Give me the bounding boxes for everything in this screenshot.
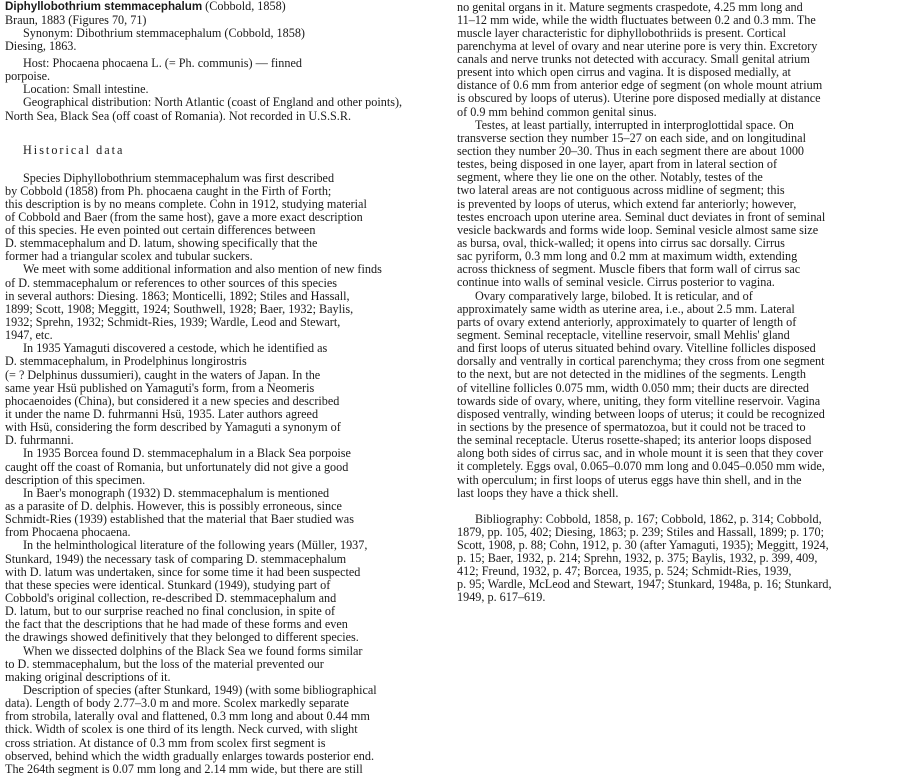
synonym-section	[5, 14, 450, 53]
text-line: by Cobbold (1858) from Ph. phocaena caught in the Firth of Forth;	[5, 183, 332, 198]
paragraph	[5, 645, 450, 684]
text-line: two lateral areas are not contiguous across midline of segment; this	[457, 183, 785, 198]
text-line: Host: Phocaena phocaena L. (= Ph. communis) — finned	[23, 56, 302, 70]
paragraph	[5, 342, 450, 447]
text-line: D. fuhrmanni.	[5, 433, 74, 448]
text-line: Bibliography: Cobbold, 1858, p. 167; Cobbold, 1862, p. 314; Cobbold,	[475, 511, 822, 526]
text-line: Stunkard, 1949) the necessary task of comparing D. stemmacephalum	[5, 551, 347, 566]
text-line: section they number 20–30. Thus in each segment there are about 1000	[457, 144, 805, 159]
text-line: the fact that the descriptions that he had made of these forms and even	[5, 617, 348, 632]
paragraph	[5, 447, 450, 486]
text-line: with operculum; in first loops of uterus eggs have thin shell, and in the	[457, 472, 802, 487]
text-line: Braun, 1883 (Figures 70, 71)	[5, 12, 147, 27]
text-line: towards side of ovary, where, uniting, they form vitelline reservoir. Vagina	[457, 393, 821, 408]
text-line: segment, where they lie one on the other. Notably, testes of the	[457, 170, 763, 185]
text-line: of vitelline follicles 0.075 mm, width 0.050 mm; their ducts are directed	[457, 380, 810, 395]
text-line: In 1935 Yamaguti discovered a cestode, which he identified as	[23, 341, 328, 356]
text-line: dorsally and ventrally in cortical parenchyma; they cross from one segment	[457, 354, 825, 369]
text-line: D. stemmacephalum, in Prodelphinus longirostris	[5, 354, 247, 369]
text-line: distance of 0.6 mm from anterior edge of segment (on whole mount atrium	[457, 78, 823, 93]
text-line: same year Hsü published on Yamaguti's form, from a Neomeris	[5, 380, 315, 395]
text-line: Diesing, 1863.	[5, 38, 77, 53]
text-line: data). Length of body 2.77–3.0 m and more. Scolex markedly separate	[5, 696, 349, 711]
paragraph	[457, 290, 902, 500]
text-line: D. stemmacephalum and D. latum, showing specifically that the	[5, 236, 318, 251]
text-line: segment. Seminal receptacle, vitelline reservoir, small Mehlis' gland	[457, 328, 790, 343]
text-line: 1947, etc.	[5, 328, 53, 343]
text-line: no genital organs in it. Mature segments craspedote, 4.25 mm long and	[457, 0, 803, 14]
paragraph	[5, 172, 450, 264]
text-line: The 264th segment is 0.07 mm long and 2.14 mm wide, but there are still	[5, 761, 363, 776]
text-line: present into which open cirrus and vagina. It is disposed medially, at	[457, 65, 791, 80]
text-line: muscle layer characteristic for diphyllobothriids is present. Cortical	[457, 25, 786, 40]
text-line: vesicle backwards and forms wide loop. Seminal vesicle almost same size	[457, 222, 819, 237]
historical-data-heading	[5, 144, 450, 157]
text-line: Ovary comparatively large, bilobed. It is reticular, and of	[475, 288, 753, 303]
text-line: 1899; Scott, 1908; Meggitt, 1924; Southwell, 1928; Baer, 1932; Baylis,	[5, 301, 354, 316]
text-line: disposed ventrally, winding between loops of uterus; it could be recognized	[457, 406, 825, 421]
text-line: D. latum, but to our surprise reached no final conclusion, in spite of	[5, 604, 336, 619]
text-line: transverse section they number 15–27 on each side, and on longitudinal	[457, 130, 806, 145]
text-line: In Baer's monograph (1932) D. stemmacephalum is mentioned	[23, 485, 330, 500]
text-line: with Hsü, considering the form described by Yamaguti a synonym of	[5, 420, 341, 435]
text-line: in sections by the presence of spermatozoa, but it could not be traced to	[457, 420, 806, 434]
text-line: 412; Freund, 1932, p. 47; Borcea, 1935, p. 524; Schmidt-Ries, 1939,	[457, 564, 792, 579]
paragraph	[5, 263, 450, 342]
text-line: to D. stemmacephalum, but the loss of the material prevented our	[5, 656, 324, 671]
text-line: testes, being disposed in one layer, apart from in lateral section of	[457, 157, 778, 172]
text-line: In 1935 Borcea found D. stemmacephalum in a Black Sea porpoise	[23, 446, 351, 461]
text-line: it completely. Eggs oval, 0.065–0.070 mm long and 0.045–0.050 mm wide,	[457, 459, 825, 474]
text-line: this description is by no means complete. Cohn in 1912, studying material	[5, 196, 367, 211]
text-line: Cobbold's original collection, re-described D. stemmacephalum and	[5, 591, 337, 605]
text-line: of this species. He even pointed out certain differences between	[5, 223, 316, 238]
text-line: phocaenoides (China), but considered it a new species and described	[5, 393, 340, 408]
species-author: (Cobbold, 1858)	[205, 0, 286, 13]
text-line: caught off the coast of Romania, but unfortunately did not give a good	[5, 459, 349, 474]
text-line: porpoise.	[5, 69, 51, 84]
paragraph	[457, 119, 902, 290]
text-line: the seminal receptacle. Uterus rosette-shaped; its anterior loops disposed	[457, 433, 812, 448]
species-heading	[5, 0, 286, 13]
text-line: We meet with some additional information and also mention of new finds	[23, 262, 382, 277]
text-line: testes encroach upon uterine area. Seminal duct deviates in front of seminal	[457, 209, 826, 224]
text-line: it under the name D. fuhrmanni Hsü, 1935. Later authors agreed	[5, 407, 319, 422]
text-line: and first loops of uterus situated behind ovary. Vitelline follicles disposed	[457, 341, 816, 356]
text-line: Geographical distribution: North Atlantic (coast of England and other points),	[23, 95, 403, 110]
text-line: in several authors: Diesing. 1863; Monticelli, 1892; Stiles and Hassall,	[5, 288, 350, 303]
text-line: 1879, pp. 105, 402; Diesing, 1863; p. 239; Stiles and Hassall, 1899; p. 170;	[457, 524, 824, 539]
text-line: Description of species (after Stunkard, 1949) (with some bibliographical	[23, 682, 377, 697]
paragraph	[5, 96, 450, 122]
text-line: sac pyriform, 0.3 mm long and 0.2 mm at maximum width, extending	[457, 249, 798, 264]
text-line: parts of ovary extend anteriorly, approximately to quarter of length of	[457, 314, 797, 329]
text-line: continue into walls of seminal vesicle. Cirrus posterior to vagina.	[457, 275, 775, 290]
text-line: along both sides of cirrus sac, and in whole mount it is seen that they cover	[457, 446, 824, 461]
paragraph	[5, 684, 450, 776]
text-line: In the helminthological literature of the following years (Müller, 1937,	[23, 538, 368, 553]
text-line: 1932; Sprehn, 1932; Schmidt-Ries, 1939; Wardle, Leod and Stewart,	[5, 315, 341, 330]
paragraph	[5, 14, 450, 27]
text-line: Schmidt-Ries (1939) established that the material that Baer studied was	[5, 512, 354, 527]
text-line: of 0.9 mm behind common genital sinus.	[457, 104, 657, 119]
text-line: with D. latum was undertaken, since for some time it had been suspected	[5, 564, 361, 579]
text-line: of Cobbold and Baer (from the same host), gave a more exact description	[5, 209, 363, 224]
text-line: making original descriptions of it.	[5, 669, 171, 684]
text-line: (= ? Delphinus dussumieri), caught in the waters of Japan. In the	[5, 367, 321, 382]
paragraph	[5, 487, 450, 540]
host-section	[5, 57, 450, 123]
text-line: p. 95; Wardle, McLeod and Stewart, 1947; Stunkard, 1948a, p. 16; Stunkard,	[457, 577, 832, 592]
text-line: Synonym: Dibothrium stemmacephalum (Cobbold, 1858)	[23, 25, 305, 40]
text-line: the drawings showed definitively that they belonged to different species.	[5, 630, 359, 645]
text-line: 1949, p. 617–619.	[457, 590, 546, 605]
paragraph	[457, 1, 902, 119]
text-line: Historical data	[23, 142, 125, 157]
historical-data-text	[5, 172, 450, 776]
text-line: is obscured by loops of uterus). Uterine pore disposed medially at distance	[457, 91, 821, 106]
text-line: Species Diphyllobothrium stemmacephalum was first described	[23, 170, 335, 185]
paragraph	[5, 144, 450, 157]
text-line: North Sea, Black Sea (off coast of Romania). Not recorded in U.S.S.R.	[5, 108, 352, 123]
text-line: Scott, 1908, p. 88; Cohn, 1912, p. 30 (after Yamaguti, 1935); Meggitt, 1924,	[457, 537, 829, 552]
bibliography-section	[457, 513, 902, 605]
text-line: canals and nerve trunks not detected with accuracy. Small genital atrium	[457, 52, 810, 67]
text-line: thick. Width of scolex is one third of its length. Neck curved, with slight	[5, 722, 358, 737]
paragraph	[5, 27, 450, 53]
paragraph	[457, 513, 902, 605]
text-line: former had a triangular scolex and tubular suckers.	[5, 249, 253, 264]
paragraph	[5, 539, 450, 644]
text-line: of D. stemmacephalum or references to other sources of this species	[5, 275, 337, 290]
text-line: description of this specimen.	[5, 472, 146, 487]
species-name: Diphyllobothrium stemmacephalum	[5, 0, 203, 13]
text-line: Location: Small intestine.	[23, 82, 149, 97]
text-line: last loops they have a thick shell.	[457, 485, 619, 500]
paragraph	[5, 57, 450, 83]
text-line: as bursa, oval, thick-walled; it opens into cirrus sac dorsally. Cirrus	[457, 236, 785, 251]
text-line: from Phocaena phocaena.	[5, 525, 131, 540]
text-line: to the next, but are not detected in the midlines of the segments. Length	[457, 367, 806, 382]
text-line: p. 15; Baer, 1932, p. 214; Sprehn, 1932, p. 375; Baylis, 1932, p. 399, 409,	[457, 550, 818, 565]
text-line: from strobila, laterally oval and flattened, 0.3 mm long and about 0.44 mm	[5, 709, 370, 724]
text-line: approximately same width as uterine area, i.e., about 2.5 mm. Lateral	[457, 301, 795, 316]
text-line: observed, behind which the width gradually enlarges towards posterior end.	[5, 748, 375, 763]
text-line: 11–12 mm wide, while the width fluctuates between 0.2 and 0.3 mm. The	[457, 12, 816, 27]
text-line: cross striation. At distance of 0.3 mm from scolex first segment is	[5, 735, 326, 750]
text-line: parenchyma at level of ovary and near uterine pore is very thin. Excretory	[457, 38, 818, 53]
text-line: as a parasite of D. delphis. However, this is possibly erroneous, since	[5, 499, 342, 514]
text-line: When we dissected dolphins of the Black Sea we found forms similar	[23, 643, 363, 658]
text-line: across thickness of segment. Muscle fibers that form wall of cirrus sac	[457, 262, 801, 277]
text-line: Testes, at least partially, interrupted in interproglottidal space. On	[475, 117, 794, 132]
description-continued	[457, 1, 902, 500]
text-line: that these species were identical. Stunkard (1949), studying part of	[5, 577, 331, 592]
text-line: is prevented by loops of uterus, which extend far anteriorly; however,	[457, 196, 797, 211]
